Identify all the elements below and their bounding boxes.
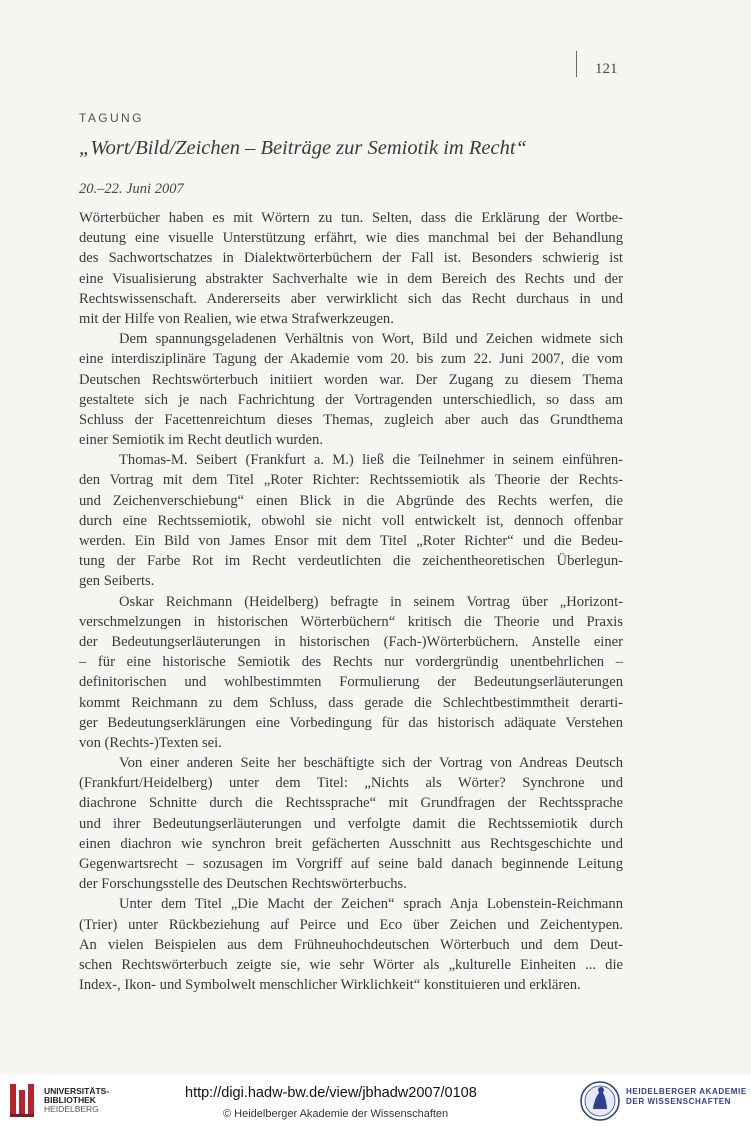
text-line: kommt Reichmann zu dem Schluss, dass gerade die Schlechtbestimmtheit derarti- xyxy=(79,694,623,711)
text-line: definitorischen und wohlbestimmten Formulierung der Bedeutungserläuterungen xyxy=(79,674,623,691)
copyright-notice: © Heidelberger Akademie der Wissenschaften xyxy=(223,1108,449,1120)
paragraph xyxy=(79,208,623,329)
text-line: (Trier) unter Rückbeziehung auf Peirce und Eco über Zeichen und Zeichentypen. xyxy=(79,916,623,933)
paragraph xyxy=(79,753,623,894)
section-label: TAGUNG xyxy=(79,111,144,125)
text-line: den Vortrag mit dem Titel „Roter Richter: Rechtssemiotik als Theorie der Rechts- xyxy=(79,472,623,489)
digitization-footer xyxy=(0,1074,751,1127)
paragraph xyxy=(79,329,623,450)
page-number: 121 xyxy=(595,61,618,77)
text-line: Oskar Reichmann (Heidelberg) befragte in seinem Vortrag über „Horizont- xyxy=(119,593,623,610)
text-line: Dem spannungsgeladenen Verhältnis von Wort, Bild und Zeichen widmete sich xyxy=(119,331,623,348)
conference-date: 20.–22. Juni 2007 xyxy=(79,181,184,197)
text-line: – für eine historische Semiotik des Rechts nur vordergründig unentbehrlichen – xyxy=(79,654,623,671)
text-line: eine Visualisierung abstrakter Sachverhalte wie in dem Bereich des Rechts und der xyxy=(79,270,623,287)
text-line: durch eine Rechtssemiotik, obwohl sie nicht voll entwickelt ist, dennoch offenbar xyxy=(79,512,623,529)
paragraph xyxy=(79,894,623,995)
text-line: der Bedeutungserläuterungen in historischen (Fach-)Wörterbüchern. Anstelle einer xyxy=(79,633,623,650)
paragraph xyxy=(79,450,623,591)
text-line: und ihrer Bedeutungserläuterungen und verfolgte damit die Rechtssemiotik durch xyxy=(79,815,623,832)
permalink-url[interactable]: http://digi.hadw-bw.de/view/jbhadw2007/0108 xyxy=(185,1085,477,1101)
header-rule xyxy=(576,51,577,77)
text-line: Deutschen Rechtswörterbuch initiiert worden war. Der Zugang zu diesem Thema xyxy=(79,371,623,388)
text-line: der Forschungsstelle des Deutschen Rechtswörterbuchs. xyxy=(79,876,407,893)
academy-seal-logo-icon xyxy=(580,1079,620,1123)
text-line: An vielen Beispielen aus dem Frühneuhochdeutschen Wörterbuch und dem Deut- xyxy=(79,936,623,953)
text-line: schen Rechtswörterbuch zeigte sie, wie sehr Wörter als „kulturelle Einheiten ... die xyxy=(79,956,623,973)
text-line: Thomas-M. Seibert (Frankfurt a. M.) ließ die Teilnehmer in seinem einführen- xyxy=(119,452,623,469)
university-library-name: UNIVERSITÄTS- BIBLIOTHEK HEIDELBERG xyxy=(44,1086,110,1114)
text-line: diachrone Schnitte durch die Rechtssprache“ mit Grundfragen der Rechtssprache xyxy=(79,795,623,812)
text-line: Von einer anderen Seite her beschäftigte sich der Vortrag von Andreas Deutsch xyxy=(119,755,623,772)
text-line: eine interdisziplinäre Tagung der Akademie vom 20. bis zum 22. Juni 2007, die vom xyxy=(79,351,623,368)
text-line: Schluss der Facettenreichtum dieses Themas, zugleich aber auch das Grundthema xyxy=(79,411,623,428)
text-line: Gegenwartsrecht – sozusagen im Vorgriff auf seine bald danach beginnende Leitung xyxy=(79,856,623,872)
text-line: Wörterbücher haben es mit Wörtern zu tun. Selten, dass die Erklärung der Wortbe- xyxy=(79,210,623,226)
text-line: einer Semiotik im Recht deutlich wurden. xyxy=(79,432,323,449)
text-line: deutung eine visuelle Unterstützung erfährt, wie dies manchmal bei der Behandlung xyxy=(79,230,623,247)
text-line: gestaltete sich je nach Fachrichtung der Vortragenden unterschiedlich, so dass am xyxy=(79,391,623,408)
article-body xyxy=(79,208,623,995)
academy-name: HEIDELBERGER AKADEMIE DER WISSENSCHAFTEN xyxy=(626,1087,747,1106)
paragraph xyxy=(79,592,623,754)
text-line: gen Seiberts. xyxy=(79,573,155,590)
text-line: des Sachwortschatzes in Dialektwörterbüchern der Fall ist. Besonders schwierig ist xyxy=(79,250,623,267)
text-line: und Zeichenverschiebung“ einen Blick in die Abgründe des Rechts werfen, die xyxy=(79,492,623,509)
text-line: (Frankfurt/Heidelberg) unter dem Titel: „Nichts als Wörter? Synchrone und xyxy=(79,775,623,792)
text-line: ger Bedeutungserklärungen eine Vorbedingung für das historisch adäquate Verstehen xyxy=(79,714,623,731)
text-line: tung der Farbe Rot im Recht verdeutlichten die zeichentheoretischen Überlegun- xyxy=(79,553,623,570)
text-line: einen diachron wie synchron breit gefächerten Ausschnitt aus Rechtsgeschichte und xyxy=(79,835,623,852)
text-line: Rechtswissenschaft. Andererseits aber verwirklicht sich das Recht durchaus in und xyxy=(79,290,623,307)
text-line: mit der Hilfe von Realien, wie etwa Strafwerkzeugen. xyxy=(79,310,394,327)
university-library-logo-icon xyxy=(8,1080,38,1120)
text-line: Index-, Ikon- und Symbolwelt menschlicher Wirklichkeit“ konstituieren und erklären. xyxy=(79,977,581,994)
article-title: „Wort/Bild/Zeichen – Beiträge zur Semiotik im Recht“ xyxy=(79,137,527,159)
text-line: von (Rechts-)Texten sei. xyxy=(79,734,222,751)
text-line: Unter dem Titel „Die Macht der Zeichen“ sprach Anja Lobenstein-Reichmann xyxy=(119,896,623,913)
text-line: verschmelzungen in historischen Wörterbüchern“ kritisch die Theorie und Praxis xyxy=(79,613,623,630)
text-line: werden. Ein Bild von James Ensor mit dem Titel „Roter Richter“ und die Bedeu- xyxy=(79,533,623,549)
